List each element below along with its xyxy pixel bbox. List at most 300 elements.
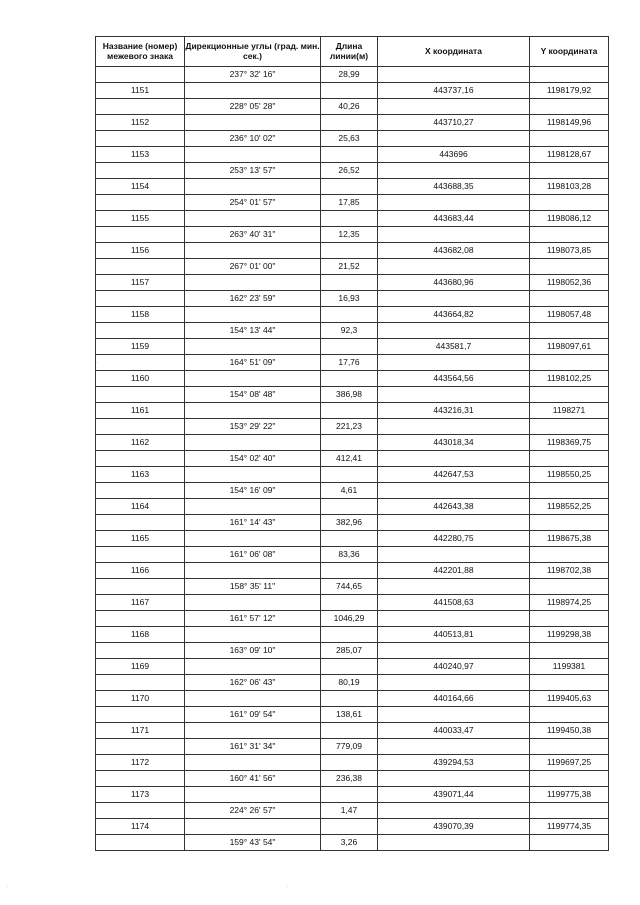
cell-y xyxy=(530,739,609,755)
cell-length: 285,07 xyxy=(321,643,378,659)
cell-name: 1164 xyxy=(96,499,185,515)
cell-x: 442643,38 xyxy=(378,499,530,515)
table-row xyxy=(96,323,609,339)
cell-name: 1154 xyxy=(96,179,185,195)
cell-x: 440164,66 xyxy=(378,691,530,707)
cell-y: 1198675,38 xyxy=(530,531,609,547)
cell-y: 1198073,85 xyxy=(530,243,609,259)
cell-x: 442201,88 xyxy=(378,563,530,579)
cell-x xyxy=(378,675,530,691)
cell-name: 1162 xyxy=(96,435,185,451)
cell-angle xyxy=(185,307,321,323)
table-row xyxy=(96,611,609,627)
cell-x xyxy=(378,323,530,339)
cell-name xyxy=(96,739,185,755)
cell-angle: 158° 35' 11" xyxy=(185,579,321,595)
cell-y: 1198552,25 xyxy=(530,499,609,515)
cell-name xyxy=(96,387,185,403)
cell-x xyxy=(378,451,530,467)
table-row xyxy=(96,211,609,227)
cell-x xyxy=(378,611,530,627)
table-row xyxy=(96,707,609,723)
table-row xyxy=(96,435,609,451)
cell-angle xyxy=(185,723,321,739)
table-row xyxy=(96,531,609,547)
cell-angle: 162° 06' 43" xyxy=(185,675,321,691)
cell-name: 1167 xyxy=(96,595,185,611)
cell-angle: 254° 01' 57" xyxy=(185,195,321,211)
cell-x xyxy=(378,67,530,83)
cell-name xyxy=(96,451,185,467)
table-row xyxy=(96,691,609,707)
cell-angle: 267° 01' 00" xyxy=(185,259,321,275)
cell-angle: 161° 06' 08" xyxy=(185,547,321,563)
cell-name: 1174 xyxy=(96,819,185,835)
cell-angle xyxy=(185,371,321,387)
cell-x xyxy=(378,227,530,243)
table-row xyxy=(96,131,609,147)
cell-angle xyxy=(185,403,321,419)
header-name: Название (номер) межевого знака xyxy=(96,37,185,67)
table-row xyxy=(96,723,609,739)
cell-length: 4,61 xyxy=(321,483,378,499)
cell-length: 744,65 xyxy=(321,579,378,595)
cell-angle: 237° 32' 16" xyxy=(185,67,321,83)
cell-length: 1,47 xyxy=(321,803,378,819)
cell-angle: 253° 13' 57" xyxy=(185,163,321,179)
table-row xyxy=(96,675,609,691)
table-row xyxy=(96,291,609,307)
cell-y xyxy=(530,579,609,595)
cell-y xyxy=(530,803,609,819)
table-row xyxy=(96,835,609,851)
cell-length xyxy=(321,403,378,419)
cell-length xyxy=(321,339,378,355)
cell-y: 1198052,36 xyxy=(530,275,609,291)
table-row xyxy=(96,67,609,83)
cell-length xyxy=(321,627,378,643)
cell-length: 21,52 xyxy=(321,259,378,275)
cell-y: 1199405,63 xyxy=(530,691,609,707)
table-header xyxy=(96,37,609,67)
cell-name xyxy=(96,227,185,243)
table-row xyxy=(96,755,609,771)
cell-y xyxy=(530,259,609,275)
cell-angle xyxy=(185,435,321,451)
cell-length xyxy=(321,307,378,323)
cell-angle xyxy=(185,531,321,547)
cell-angle: 236° 10' 02" xyxy=(185,131,321,147)
cell-name xyxy=(96,355,185,371)
cell-length xyxy=(321,371,378,387)
table-row xyxy=(96,499,609,515)
cell-name xyxy=(96,803,185,819)
cell-length: 17,85 xyxy=(321,195,378,211)
cell-length: 1046,29 xyxy=(321,611,378,627)
cell-x xyxy=(378,99,530,115)
cell-name: 1170 xyxy=(96,691,185,707)
cell-name: 1168 xyxy=(96,627,185,643)
cell-name xyxy=(96,515,185,531)
cell-x xyxy=(378,291,530,307)
cell-y xyxy=(530,643,609,659)
cell-y: 1199298,38 xyxy=(530,627,609,643)
cell-length: 16,93 xyxy=(321,291,378,307)
cell-length xyxy=(321,275,378,291)
cell-name: 1159 xyxy=(96,339,185,355)
cell-x xyxy=(378,739,530,755)
cell-name xyxy=(96,675,185,691)
cell-y: 1198179,92 xyxy=(530,83,609,99)
cell-y xyxy=(530,67,609,83)
cell-angle xyxy=(185,787,321,803)
cell-name: 1153 xyxy=(96,147,185,163)
table-row xyxy=(96,163,609,179)
cell-y xyxy=(530,387,609,403)
table-row xyxy=(96,643,609,659)
cell-angle xyxy=(185,595,321,611)
cell-angle xyxy=(185,147,321,163)
cell-length: 12,35 xyxy=(321,227,378,243)
cell-name: 1156 xyxy=(96,243,185,259)
cell-x: 440513,81 xyxy=(378,627,530,643)
cell-angle xyxy=(185,755,321,771)
table-row xyxy=(96,739,609,755)
table-row xyxy=(96,307,609,323)
cell-x xyxy=(378,195,530,211)
cell-length: 779,09 xyxy=(321,739,378,755)
cell-angle xyxy=(185,211,321,227)
cell-x xyxy=(378,387,530,403)
cell-name xyxy=(96,707,185,723)
cell-x xyxy=(378,835,530,851)
cell-angle xyxy=(185,115,321,131)
cell-x: 443710,27 xyxy=(378,115,530,131)
cell-angle xyxy=(185,179,321,195)
cell-name xyxy=(96,483,185,499)
cell-angle: 161° 57' 12" xyxy=(185,611,321,627)
cell-name xyxy=(96,163,185,179)
cell-length: 92,3 xyxy=(321,323,378,339)
cell-length xyxy=(321,115,378,131)
cell-x xyxy=(378,419,530,435)
cell-x xyxy=(378,259,530,275)
cell-length xyxy=(321,499,378,515)
cell-y: 1198369,75 xyxy=(530,435,609,451)
table-row xyxy=(96,547,609,563)
cell-name: 1171 xyxy=(96,723,185,739)
cell-name: 1173 xyxy=(96,787,185,803)
table-row xyxy=(96,195,609,211)
cell-y: 1198128,67 xyxy=(530,147,609,163)
cell-y xyxy=(530,291,609,307)
cell-angle xyxy=(185,659,321,675)
cell-angle xyxy=(185,691,321,707)
cell-angle: 161° 09' 54" xyxy=(185,707,321,723)
table-row xyxy=(96,659,609,675)
table-row xyxy=(96,515,609,531)
cell-name xyxy=(96,547,185,563)
table-row xyxy=(96,259,609,275)
cell-angle: 164° 51' 09" xyxy=(185,355,321,371)
cell-length: 80,19 xyxy=(321,675,378,691)
cell-name xyxy=(96,259,185,275)
cell-x: 441508,63 xyxy=(378,595,530,611)
cell-name xyxy=(96,643,185,659)
cell-name: 1157 xyxy=(96,275,185,291)
table-row xyxy=(96,403,609,419)
cell-angle: 154° 08' 48" xyxy=(185,387,321,403)
cell-angle: 154° 02' 40" xyxy=(185,451,321,467)
cell-name: 1163 xyxy=(96,467,185,483)
cell-y: 1199450,38 xyxy=(530,723,609,739)
cell-name: 1151 xyxy=(96,83,185,99)
cell-name xyxy=(96,131,185,147)
table-row xyxy=(96,595,609,611)
cell-x xyxy=(378,579,530,595)
cell-x: 443216,31 xyxy=(378,403,530,419)
cell-angle xyxy=(185,563,321,579)
cell-y: 1198102,25 xyxy=(530,371,609,387)
cell-angle: 154° 16' 09" xyxy=(185,483,321,499)
cell-name: 1160 xyxy=(96,371,185,387)
cell-x xyxy=(378,771,530,787)
cell-length: 386,98 xyxy=(321,387,378,403)
header-angles: Дирекционные углы (град. мин. сек.) xyxy=(185,37,321,67)
cell-length xyxy=(321,435,378,451)
cell-name: 1158 xyxy=(96,307,185,323)
cell-angle xyxy=(185,339,321,355)
cell-length xyxy=(321,819,378,835)
cell-x: 443564,56 xyxy=(378,371,530,387)
cell-length: 17,76 xyxy=(321,355,378,371)
cell-angle: 161° 31' 34" xyxy=(185,739,321,755)
cell-y xyxy=(530,355,609,371)
cell-angle: 153° 29' 22" xyxy=(185,419,321,435)
cell-x: 443680,96 xyxy=(378,275,530,291)
table-row xyxy=(96,579,609,595)
cell-y xyxy=(530,675,609,691)
cell-length xyxy=(321,531,378,547)
cell-x: 443581,7 xyxy=(378,339,530,355)
cell-y xyxy=(530,515,609,531)
cell-length: 3,26 xyxy=(321,835,378,851)
table-row xyxy=(96,627,609,643)
cell-length: 412,41 xyxy=(321,451,378,467)
cell-length xyxy=(321,467,378,483)
header-y: Y координата xyxy=(530,37,609,67)
table-row xyxy=(96,99,609,115)
cell-length xyxy=(321,755,378,771)
cell-x: 443018,34 xyxy=(378,435,530,451)
cell-name xyxy=(96,419,185,435)
cell-x xyxy=(378,483,530,499)
cell-name: 1161 xyxy=(96,403,185,419)
cell-name: 1152 xyxy=(96,115,185,131)
cell-y xyxy=(530,547,609,563)
table-row xyxy=(96,371,609,387)
cell-x: 439071,44 xyxy=(378,787,530,803)
table-row xyxy=(96,355,609,371)
cell-angle: 154° 13' 44" xyxy=(185,323,321,339)
cell-x xyxy=(378,547,530,563)
cell-x: 443682,08 xyxy=(378,243,530,259)
cell-length: 28,99 xyxy=(321,67,378,83)
cell-y xyxy=(530,195,609,211)
cell-y xyxy=(530,419,609,435)
cell-y: 1198271 xyxy=(530,403,609,419)
cell-name xyxy=(96,835,185,851)
cell-x: 443683,44 xyxy=(378,211,530,227)
table-row xyxy=(96,451,609,467)
table-row xyxy=(96,563,609,579)
cell-angle: 228° 05' 28" xyxy=(185,99,321,115)
cell-length xyxy=(321,563,378,579)
cell-length xyxy=(321,691,378,707)
table-row xyxy=(96,115,609,131)
cell-y xyxy=(530,131,609,147)
cell-length: 382,96 xyxy=(321,515,378,531)
header-x: X координата xyxy=(378,37,530,67)
cell-y: 1198149,96 xyxy=(530,115,609,131)
cell-name xyxy=(96,67,185,83)
cell-length xyxy=(321,595,378,611)
table-row xyxy=(96,275,609,291)
cell-angle: 163° 09' 10" xyxy=(185,643,321,659)
scan-speck: · xyxy=(286,884,288,890)
cell-name xyxy=(96,323,185,339)
table-body xyxy=(96,67,609,851)
cell-angle xyxy=(185,819,321,835)
cell-y xyxy=(530,835,609,851)
cell-length xyxy=(321,787,378,803)
cell-name xyxy=(96,195,185,211)
cell-y: 1199774,35 xyxy=(530,819,609,835)
table-row xyxy=(96,819,609,835)
table-row xyxy=(96,419,609,435)
cell-x: 443688,35 xyxy=(378,179,530,195)
cell-length xyxy=(321,147,378,163)
cell-y xyxy=(530,99,609,115)
cell-x: 443664,82 xyxy=(378,307,530,323)
table-row xyxy=(96,339,609,355)
cell-y: 1199775,38 xyxy=(530,787,609,803)
cell-x: 443737,16 xyxy=(378,83,530,99)
cell-x xyxy=(378,707,530,723)
cell-angle xyxy=(185,243,321,259)
cell-name: 1172 xyxy=(96,755,185,771)
cell-name xyxy=(96,771,185,787)
cell-x: 439294,53 xyxy=(378,755,530,771)
cell-y: 1198057,48 xyxy=(530,307,609,323)
cell-y: 1198974,25 xyxy=(530,595,609,611)
cell-y xyxy=(530,227,609,243)
cell-length: 40,26 xyxy=(321,99,378,115)
cell-name xyxy=(96,99,185,115)
cell-length xyxy=(321,179,378,195)
table-row xyxy=(96,227,609,243)
cell-y xyxy=(530,163,609,179)
cell-y xyxy=(530,483,609,499)
cell-length xyxy=(321,243,378,259)
cell-x xyxy=(378,163,530,179)
cell-angle: 224° 26' 57" xyxy=(185,803,321,819)
cell-name: 1166 xyxy=(96,563,185,579)
boundary-coordinates-table xyxy=(95,36,609,851)
cell-angle xyxy=(185,627,321,643)
cell-length: 25,63 xyxy=(321,131,378,147)
table-row xyxy=(96,179,609,195)
table-row xyxy=(96,147,609,163)
scan-speck: · xyxy=(96,360,98,366)
cell-angle xyxy=(185,83,321,99)
cell-x xyxy=(378,803,530,819)
cell-name: 1155 xyxy=(96,211,185,227)
cell-y: 1198550,25 xyxy=(530,467,609,483)
table-row xyxy=(96,803,609,819)
cell-x xyxy=(378,515,530,531)
cell-y xyxy=(530,707,609,723)
table-row xyxy=(96,387,609,403)
cell-y xyxy=(530,771,609,787)
cell-length: 83,36 xyxy=(321,547,378,563)
cell-x xyxy=(378,131,530,147)
cell-name: 1165 xyxy=(96,531,185,547)
cell-x: 443696 xyxy=(378,147,530,163)
cell-y xyxy=(530,323,609,339)
cell-y: 1199381 xyxy=(530,659,609,675)
cell-angle: 160° 41' 56" xyxy=(185,771,321,787)
cell-angle: 159° 43' 54" xyxy=(185,835,321,851)
header-row xyxy=(96,37,609,67)
cell-length: 236,38 xyxy=(321,771,378,787)
cell-length: 221,23 xyxy=(321,419,378,435)
cell-y: 1199697,25 xyxy=(530,755,609,771)
table-row xyxy=(96,787,609,803)
table-row xyxy=(96,771,609,787)
cell-x: 439070,39 xyxy=(378,819,530,835)
table-row xyxy=(96,83,609,99)
cell-length xyxy=(321,659,378,675)
table-row xyxy=(96,467,609,483)
cell-y: 1198086,12 xyxy=(530,211,609,227)
cell-length: 138,61 xyxy=(321,707,378,723)
cell-length xyxy=(321,723,378,739)
cell-y xyxy=(530,451,609,467)
cell-name xyxy=(96,291,185,307)
cell-length: 26,52 xyxy=(321,163,378,179)
cell-length xyxy=(321,211,378,227)
table-row xyxy=(96,243,609,259)
cell-angle xyxy=(185,499,321,515)
cell-x xyxy=(378,643,530,659)
cell-angle xyxy=(185,467,321,483)
cell-y: 1198702,38 xyxy=(530,563,609,579)
cell-name: 1169 xyxy=(96,659,185,675)
cell-angle: 162° 23' 59" xyxy=(185,291,321,307)
cell-x: 440240,97 xyxy=(378,659,530,675)
cell-x: 442647,53 xyxy=(378,467,530,483)
cell-x: 440033,47 xyxy=(378,723,530,739)
cell-y: 1198097,61 xyxy=(530,339,609,355)
cell-angle xyxy=(185,275,321,291)
table-row xyxy=(96,483,609,499)
header-length: Длина линии(м) xyxy=(321,37,378,67)
scan-speck: · xyxy=(6,884,8,890)
cell-y: 1198103,28 xyxy=(530,179,609,195)
cell-x xyxy=(378,355,530,371)
cell-length xyxy=(321,83,378,99)
